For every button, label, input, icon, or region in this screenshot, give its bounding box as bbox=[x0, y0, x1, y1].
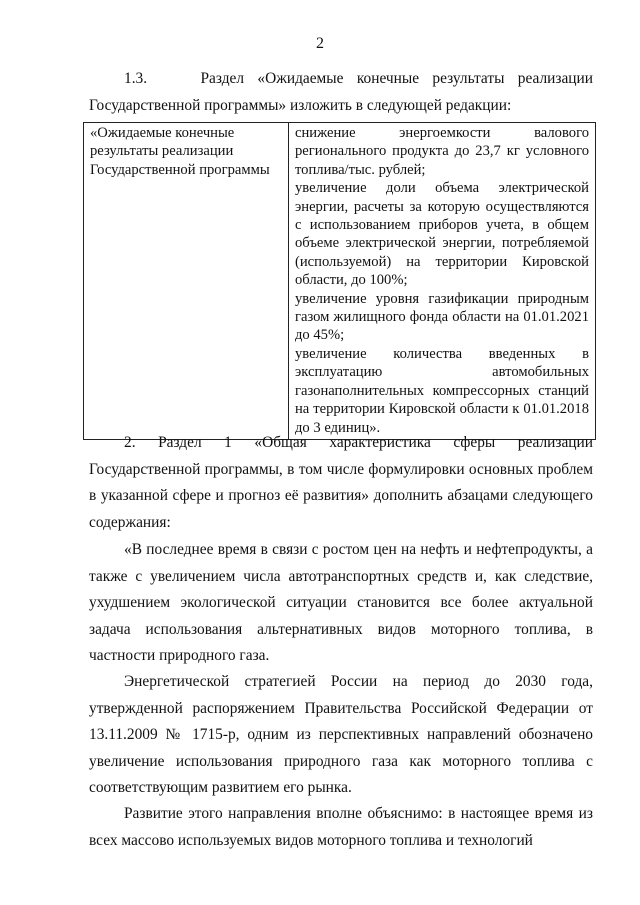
table-right-cell bbox=[289, 123, 596, 440]
result-item-energy-intensity: снижение энергоемкости валового регионального продукта до 23,7 кг условного топлива/тыс. рублей; bbox=[295, 125, 589, 178]
result-item-metering: увеличение доли объема электрической энергии, расчеты за которую осуществляются с использованием приборов учета, в общем объеме электрической энергии, потребляемой (используемой) на территории Кировской области, до 100%; bbox=[295, 180, 589, 289]
expected-results-table bbox=[83, 122, 596, 440]
table-left-cell: «Ожидаемые конечные результаты реализации Государственной программы bbox=[84, 123, 289, 440]
result-item-gasification: увеличение уровня газификации природным газом жилищного фонда области на 01.01.2021 до 45%; bbox=[295, 290, 589, 344]
body-paragraph: Развитие этого направления вполне объяснимо: в настоящее время из всех массово используемых видов моторного топлива и технологий bbox=[89, 805, 593, 849]
result-item-gas-stations: увеличение количества введенных в эксплуатацию автомобильных газонаполнительных компрессорных станций на территории Кировской области к 01.01.2018 до 3 единиц». bbox=[295, 345, 589, 436]
page-number: 2 bbox=[316, 35, 324, 52]
body-paragraph: «В последнее время в связи с ростом цен на нефть и нефтепродукты, а также с увеличением числа автотранспортных средств и, как следствие, ухудшением экологической ситуации становится все более актуальной задача использования альтернативных видов моторного топлива, в частности природного газа. bbox=[89, 541, 593, 664]
section-2-paragraph: 2. Раздел 1 «Общая характеристика сферы реализации Государственной программы, в том числе формулировки основных проблем в указанной сфере и прогноз её развития» дополнить абзацами следующего содержания: bbox=[89, 434, 593, 531]
section-1-3-paragraph: 1.3. Раздел «Ожидаемые конечные результаты реализации Государственной программы» изложить в следующей редакции: bbox=[89, 70, 593, 114]
table-row bbox=[84, 123, 596, 440]
body-paragraph: Энергетической стратегией России на период до 2030 года, утвержденной распоряжением Правительства Российской Федерации от 13.11.2009 № 1715-р, одним из перспективных направлений обозначено увеличение использования природного газа как моторного топлива с соответствующим развитием его рынка. bbox=[89, 673, 593, 796]
